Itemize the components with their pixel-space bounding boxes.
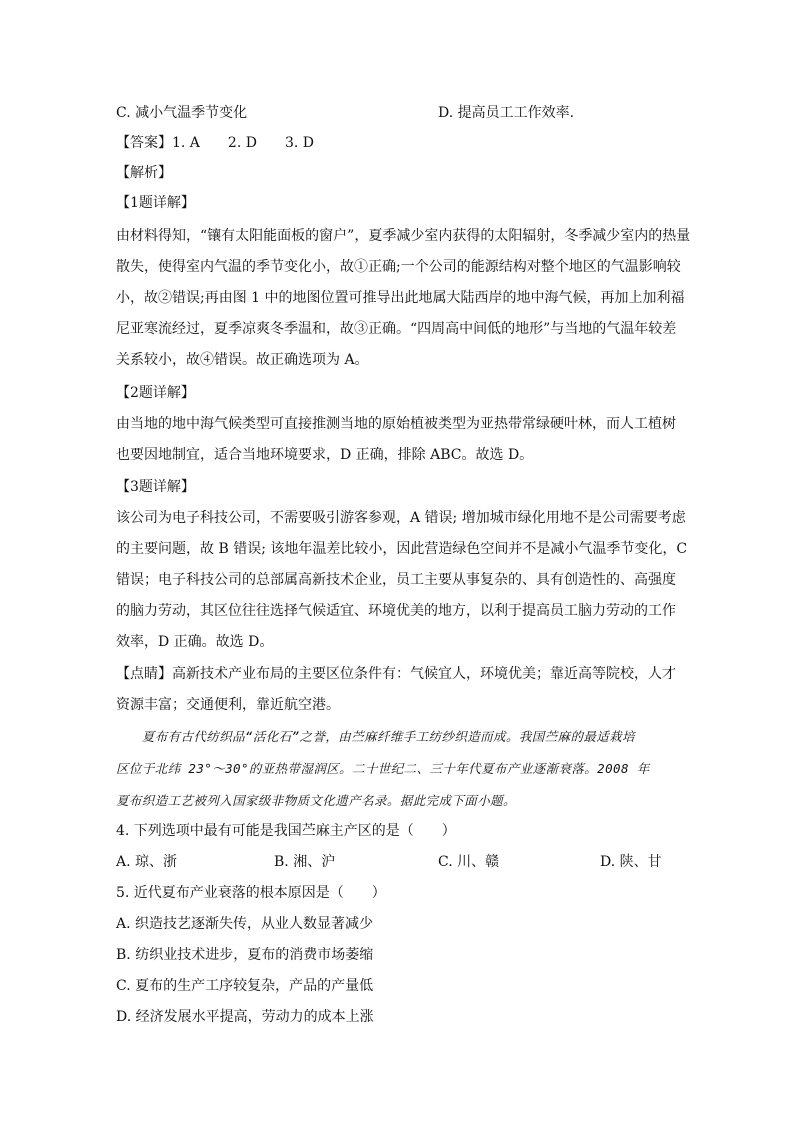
q5-option-b: B. 纺织业技术进步，夏布的消费市场萎缩 [116,947,374,963]
answer-line [116,133,314,153]
q2-label: 【2题详解】 [116,385,195,401]
q4-option-c: C. 川、赣 [438,854,500,870]
q1-line: 尼亚寒流经过，夏季凉爽冬季温和，故③正确。“四周高中间低的地形”与当地的气温年较差 [116,321,677,337]
tip-text: 高新技术产业布局的主要区位条件有：气候宜人，环境优美；靠近高等院校，人才 [172,666,676,682]
q3-line: 该公司为电子科技公司，不需要吸引游客参观，A 错误; 增加城市绿化用地不是公司需要考虑 [116,510,686,526]
answer-text: 1. A 2. D 3. D [172,135,314,151]
q1-label: 【1题详解】 [116,195,195,211]
q5-option-a: A. 织造技艺逐渐失传，从业人数显著减少 [116,916,374,932]
q3-line: 的主要问题，故 B 错误; 该地年温差比较小，因此营造绿色空间并不是减小气温季节变化，C [116,541,688,557]
analysis-label: 【解析】 [116,165,172,181]
material-line: 区位于北纬 23°～30°的亚热带湿润区。二十世纪二、三十年代夏布产业逐渐衰落。2008 年 [116,761,650,776]
q1-line: 关系较小，故④错误。故正确选项为 A。 [116,352,369,368]
q1-line: 散失，使得室内气温的季节变化小，故①正确;一个公司的能源结构对整个地区的气温影响较 [116,259,681,275]
q5-option-c: C. 夏布的生产工序较复杂，产品的产量低 [116,978,374,994]
option-d: D. 提高员工工作效率. [438,105,575,121]
q5-option-d: D. 经济发展水平提高，劳动力的成本上涨 [116,1009,374,1025]
q4-option-a: A. 琼、浙 [116,854,178,870]
option-c: C. 减小气温季节变化 [116,105,248,121]
q1-line: 由材料得知，“镶有太阳能面板的窗户”，夏季减少室内获得的太阳辐射，冬季减少室内的热量 [116,228,691,244]
q4-option-d: D. 陕、甘 [600,854,662,870]
q3-line: 的脑力劳动，其区位往往选择气候适宜、环境优美的地方，以利于提高员工脑力劳动的工作 [116,603,676,619]
q3-line: 效率，D 正确。故选 D。 [116,634,274,650]
tip-line: 资源丰富；交通便利，靠近航空港。 [116,697,340,713]
q2-line: 也要因地制宜，适合当地环境要求，D 正确，排除 ABC。故选 D。 [116,447,534,463]
q3-label: 【3题详解】 [116,479,195,495]
q3-line: 错误；电子科技公司的总部属高新技术企业，员工主要从事复杂的、具有创造性的、高强度 [116,572,676,588]
tip-line [116,664,676,684]
material-line: 夏布织造工艺被列入国家级非物质文化遗产名录。据此完成下面小题。 [116,793,516,808]
q4-option-b: B. 湘、沪 [274,854,336,870]
q5-stem: 5. 近代夏布产业衰落的根本原因是（ ） [116,885,386,901]
q2-line: 由当地的地中海气候类型可直接推测当地的原始植被类型为亚热带常绿硬叶林，而人工植树 [116,416,676,432]
q1-line: 小，故②错误;再由图 1 中的地图位置可推导出此地属大陆西岸的地中海气候，再加上加利福 [116,290,685,306]
tip-label: 【点睛】 [116,666,172,682]
q4-stem: 4. 下列选项中最有可能是我国苎麻主产区的是（ ） [116,823,456,839]
answer-label: 【答案】 [116,135,172,151]
material-line: 夏布有古代纺织品“活化石”之誉，由苎麻纤维手工纺纱织造而成。我国苎麻的最适栽培 [116,729,635,744]
